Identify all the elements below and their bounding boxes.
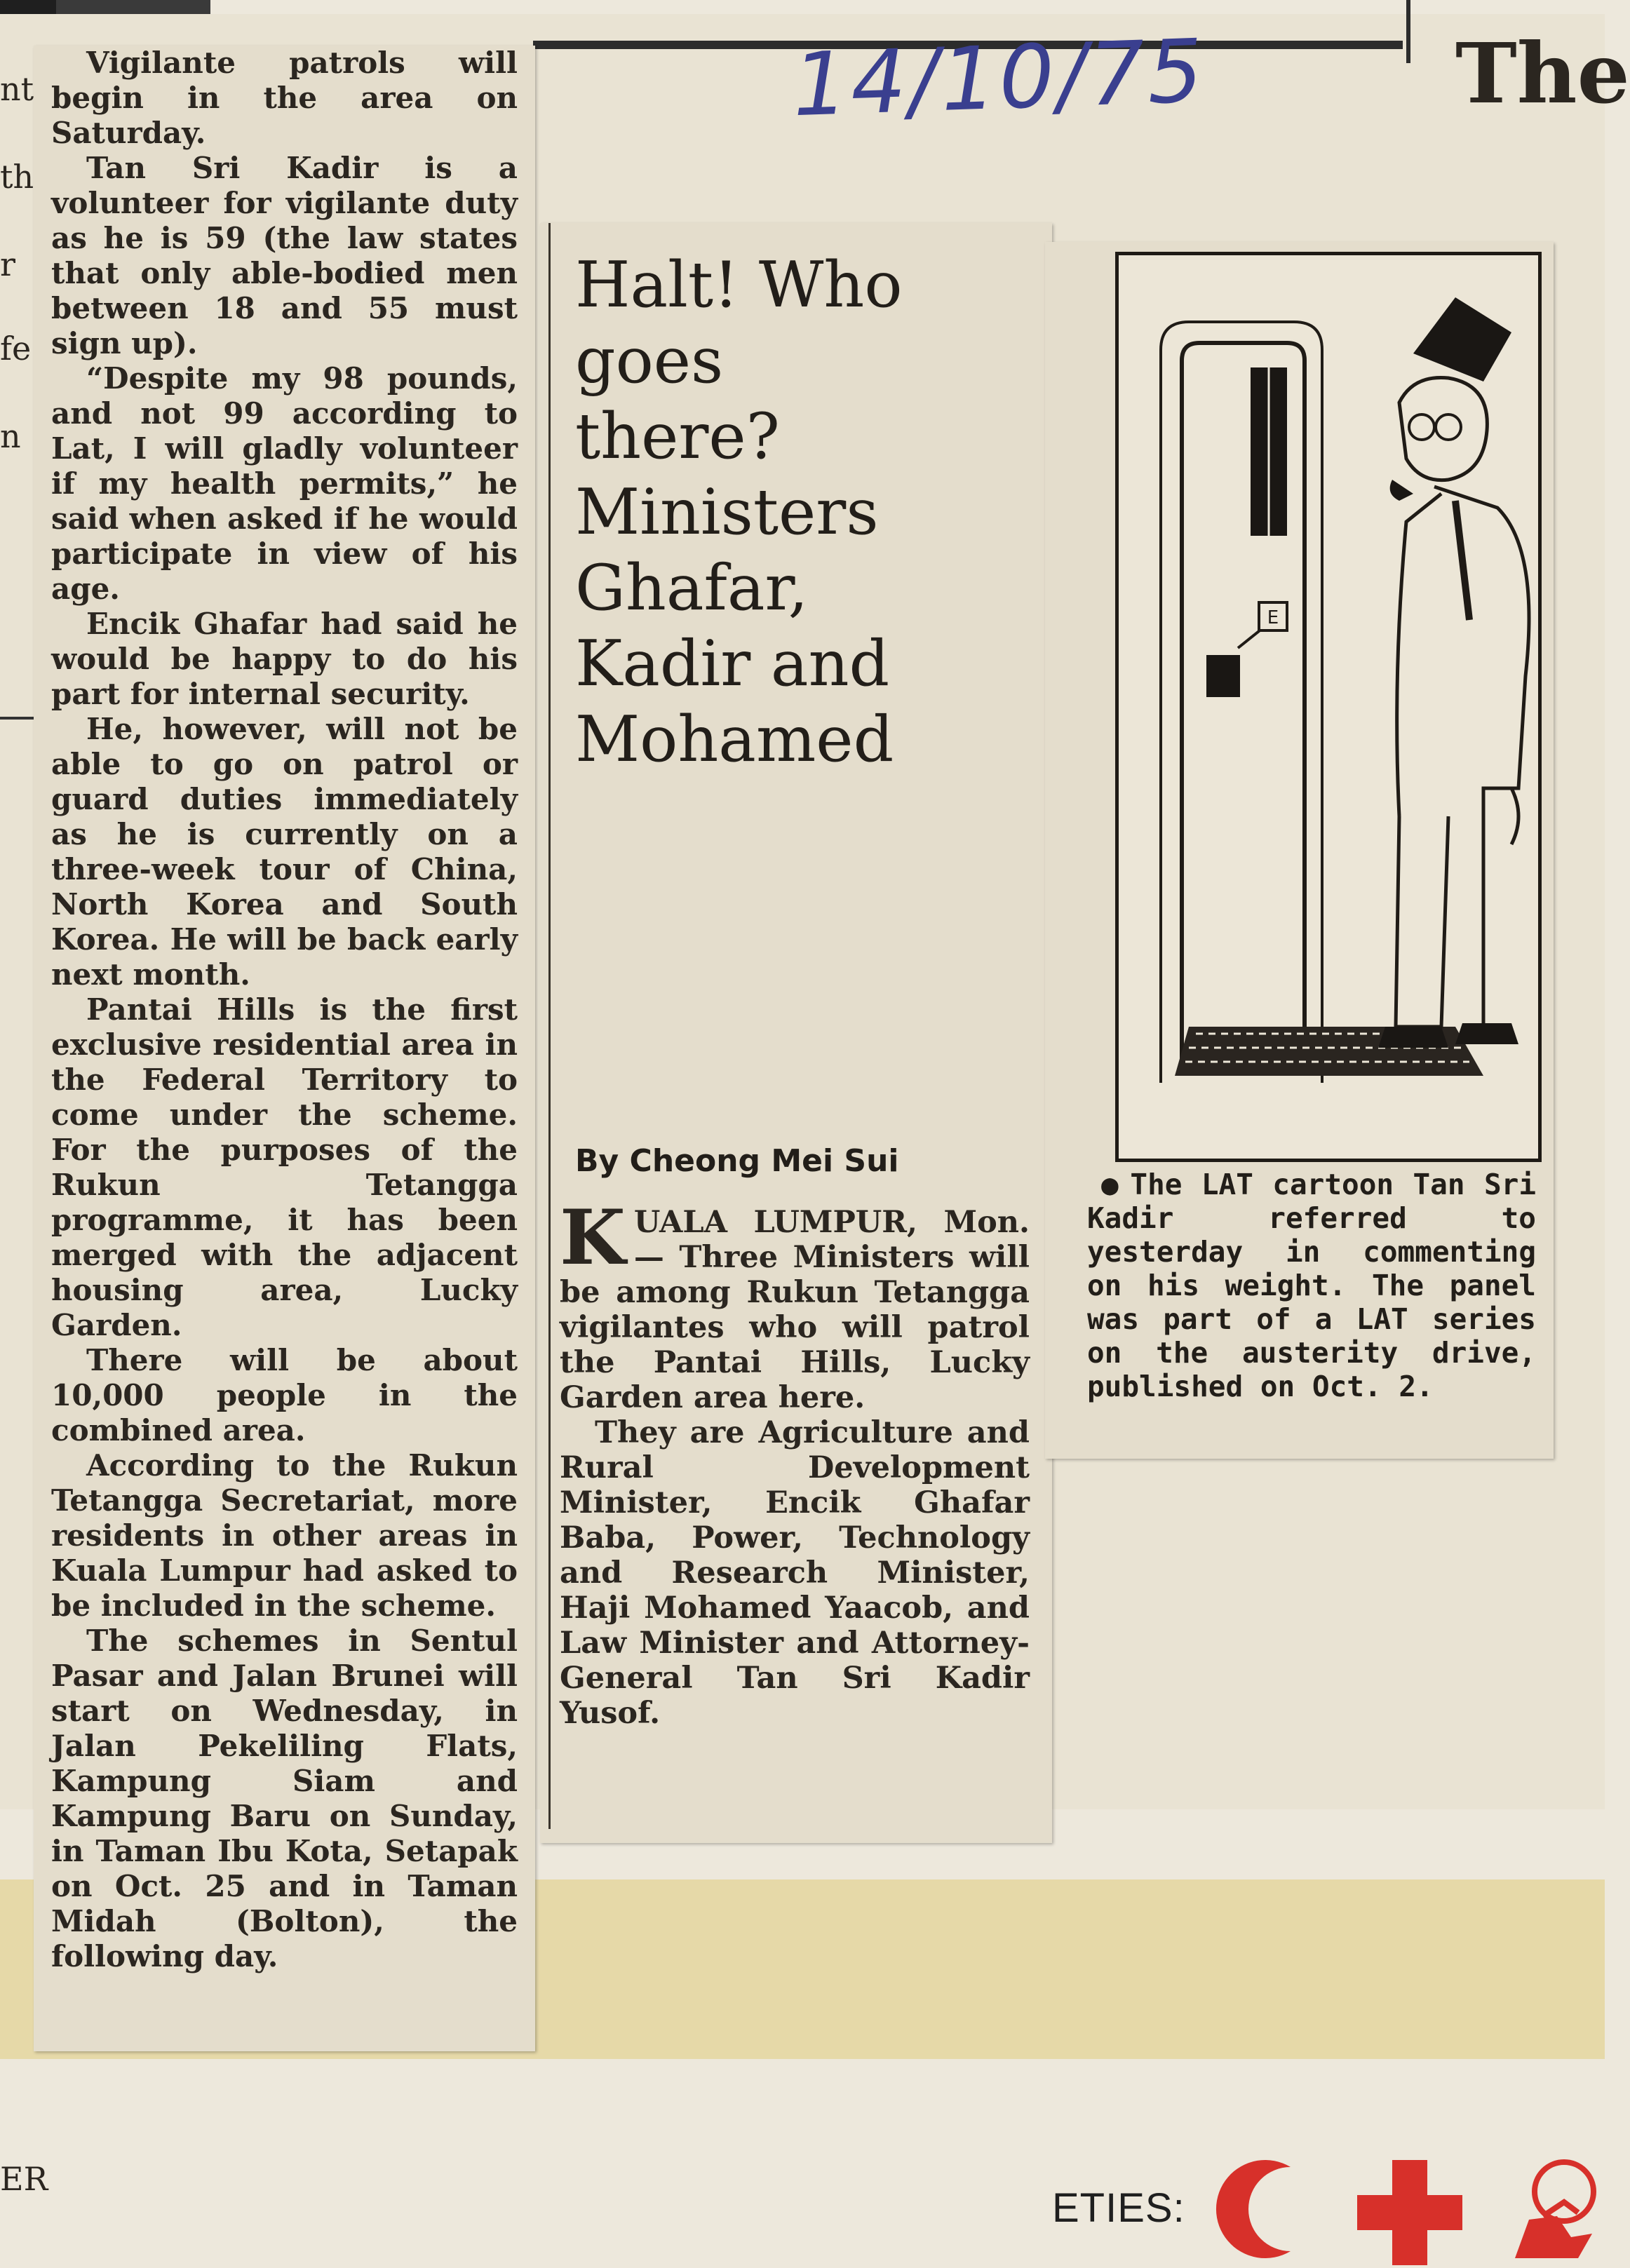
lead-paragraph-text: UALA LUMPUR, Mon. — Three Ministers will be among Rukun Tetangga vigilantes who will patrol the Pantai Hills, Lucky Garden area here. [560,1205,1030,1415]
edge-fragment-2: th [0,158,34,196]
left-paragraph-4: Encik Ghafar had said he would be happy to do his part for internal security. [51,607,518,711]
weighing-scale-drawing [1175,602,1483,1076]
red-crescent-icon [1206,2153,1319,2265]
left-paragraph-8: According to the Rukun Tetangga Secretariat, more residents in other areas in Kuala Lumpur had asked to be included in the scheme. [51,1448,518,1623]
headline-line-5: Ghafar, [575,551,809,625]
cartoon-panel [1115,252,1542,1162]
left-column-text [51,46,518,1974]
edge-fragment-5: n [0,417,21,455]
headline-clipping [540,223,1052,1843]
byline: By Cheong Mei Sui [575,1143,899,1179]
left-paragraph-7: There will be about 10,000 people in the combined area. [51,1343,518,1447]
story-body [560,1194,1030,1731]
headline-line-1: Halt! Who [575,248,903,322]
lead-paragraph [560,1194,1030,1415]
left-paragraph-3: “Despite my 98 pounds, and not 99 according to Lat, I will gladly volunteer if my health permits,” he said when asked if he would participate in view of his age. [51,361,518,606]
left-paragraph-1: Vigilante patrols will begin in the area on Saturday. [51,46,518,150]
headline-line-7: Mohamed [575,703,894,776]
masthead-fragment: The [1455,25,1630,122]
headline-line-6: Kadir and [575,627,890,701]
headline-line-3: there? [575,400,780,473]
cartoon-clipping [1045,242,1554,1459]
left-column-clipping [34,46,535,2051]
left-paragraph-6: Pantai Hills is the first exclusive residential area in the Federal Territory to come under the scheme. For the purposes of the Rukun Tetangga programme, it has been merged with the adjacent housing area, Lucky Garden. [51,992,518,1342]
scale-letter: E [1267,607,1279,628]
red-cross-icon [1354,2160,1466,2265]
caption-text: The LAT cartoon Tan Sri Kadir referred to yesterday in commenting on his weight. The panel was part of a LAT series on the austerity drive, published on Oct. 2. [1087,1168,1537,1403]
left-paragraph-9: The schemes in Sentul Pasar and Jalan Brunei will start on Wednesday, in Jalan Pekeliling Flats, Kampung Siam and Kampung Baru on Sunday, in Taman Ibu Kota, Setapak on Oct. 25 and in Taman Midah (Bolton), the following day. [51,1624,518,1973]
caption-bullet: ● [1101,1168,1121,1201]
societies-label: ETIES: [1052,2185,1185,2231]
edge-fragment-3: r [0,245,15,283]
edge-fragment-4: fe [0,330,32,367]
drop-cap: K [560,1194,626,1282]
left-paragraph-2: Tan Sri Kadir is a volunteer for vigilante duty as he is 59 (the law states that only able-bodied men between 18 and 55 must sign up). [51,151,518,360]
headline-line-2: goes [575,324,724,398]
handwritten-date: 14/10/75 [790,20,1208,137]
cartoon-drawing [1119,255,1538,1159]
story-paragraph-2: They are Agriculture and Rural Development Minister, Encik Ghafar Baba, Power, Technology and Research Minister, Haji Mohamed Yaacob, and Law Minister and Attorney-General Tan Sri Kadir Yusof. [560,1415,1030,1731]
left-paragraph-5: He, however, will not be able to go on patrol or guard duties immediately as he is currently on a three-week tour of China, North Korea and South Korea. He will be back early next month. [51,712,518,992]
headline [575,248,1038,778]
underlying-rule-vertical [1406,0,1410,63]
red-lion-and-sun-icon [1501,2153,1605,2265]
headline-left-rule [548,223,551,1829]
bottom-left-fragment: ER [0,2160,48,2198]
headline-line-4: Ministers [575,475,879,549]
doorway-drawing [1161,322,1322,1083]
man-figure-drawing [1378,297,1529,1048]
edge-fragment-1: nt [0,70,34,108]
cartoon-caption [1087,1168,1536,1403]
